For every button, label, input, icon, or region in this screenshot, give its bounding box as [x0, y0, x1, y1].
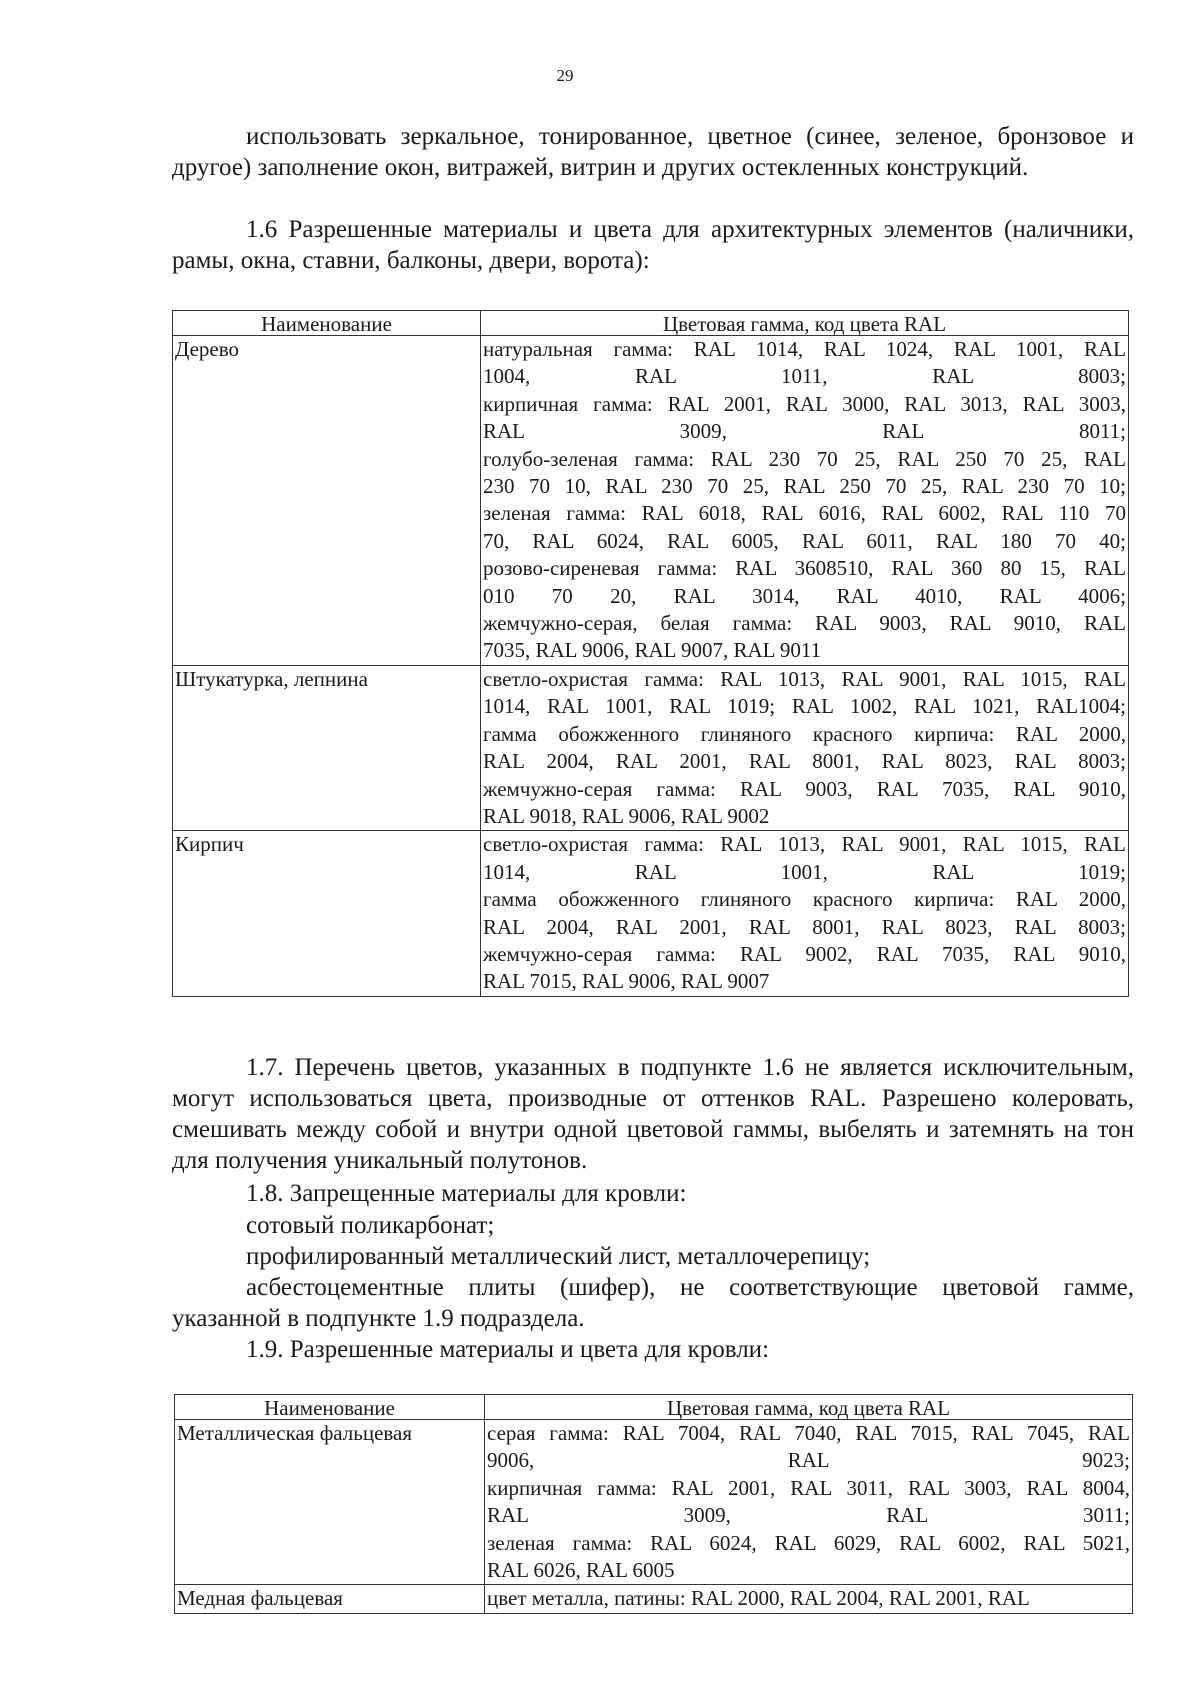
color-range-line: RAL 3009, RAL 8011;: [483, 419, 1126, 444]
color-range-line: RAL 2004, RAL 2001, RAL 8001, RAL 8023, RAL 8003;: [483, 914, 1126, 939]
color-range-line: гамма обожженного глиняного красного кирпича: RAL 2000,: [483, 887, 1126, 912]
color-range-line: кирпичная гамма: RAL 2001, RAL 3011, RAL 3003, RAL 8004,: [487, 1475, 1130, 1500]
color-range-line: 1014, RAL 1001, RAL 1019; RAL 1002, RAL 1021, RAL1004;: [483, 694, 1126, 719]
color-range-line: жемчужно-серая гамма: RAL 9003, RAL 7035, RAL 9010,: [483, 776, 1126, 801]
section-1-6-heading: 1.6 Разрешенные материалы и цвета для архитектурных элементов (наличники, рамы, окна, ставни, балконы, двери, ворота):: [172, 216, 1134, 274]
color-range-line: кирпичная гамма: RAL 2001, RAL 3000, RAL 3013, RAL 3003,: [483, 391, 1126, 416]
color-range-line: 1004, RAL 1011, RAL 8003;: [483, 364, 1126, 389]
color-range-line: жемчужно-серая, белая гамма: RAL 9003, RAL 9010, RAL: [483, 611, 1126, 636]
table-row: [175, 1585, 1133, 1613]
color-range-line: зеленая гамма: RAL 6024, RAL 6029, RAL 6002, RAL 5021,: [487, 1530, 1130, 1555]
color-range-line: светло-охристая гамма: RAL 1013, RAL 9001, RAL 1015, RAL: [483, 832, 1126, 857]
roof-forbidden-item-2: профилированный металлический лист, металлочерепицу;: [246, 1243, 871, 1270]
color-range-line: RAL 7015, RAL 9006, RAL 9007: [483, 969, 770, 994]
facade-elements-color-table: [172, 310, 1129, 997]
table-header-row: [175, 1395, 1133, 1420]
material-name-cell: Металлическая фальцевая: [175, 1420, 485, 1585]
material-name-cell: Дерево: [173, 336, 481, 666]
material-name-cell: Кирпич: [173, 831, 481, 996]
color-range-line: RAL 3009, RAL 3011;: [487, 1503, 1130, 1528]
color-range-cell: [481, 831, 1129, 996]
material-name-cell: Медная фальцевая: [175, 1585, 485, 1613]
color-range-line: 1014, RAL 1001, RAL 1019;: [483, 859, 1126, 884]
column-header-name: Наименование: [175, 1395, 485, 1420]
section-1-7-paragraph: 1.7. Перечень цветов, указанных в подпункте 1.6 не является исключительным, могут использоваться цвета, производные от оттенков RAL. Разрешено колеровать, смешивать между собой и внутри одной цветовой гаммы, выбелять и затемнять на тон для получения уникальный полутонов.: [172, 1054, 1134, 1174]
color-range-line: серая гамма: RAL 7004, RAL 7040, RAL 7015, RAL 7045, RAL: [487, 1421, 1130, 1445]
roof-forbidden-item-1: сотовый поликарбонат;: [246, 1212, 495, 1239]
color-range-line: жемчужно-серая гамма: RAL 9002, RAL 7035, RAL 9010,: [483, 941, 1126, 966]
color-range-line: натуральная гамма: RAL 1014, RAL 1024, RAL 1001, RAL: [483, 337, 1126, 361]
column-header-color: Цветовая гамма, код цвета RAL: [485, 1395, 1133, 1420]
column-header-color: Цветовая гамма, код цвета RAL: [481, 311, 1129, 336]
section-1-9-heading: 1.9. Разрешенные материалы и цвета для кровли:: [246, 1336, 770, 1363]
color-range-line: светло-охристая гамма: RAL 1013, RAL 9001, RAL 1015, RAL: [483, 666, 1126, 691]
color-range-line: 70, RAL 6024, RAL 6005, RAL 6011, RAL 180 70 40;: [483, 528, 1126, 553]
color-range-line: RAL 9018, RAL 9006, RAL 9002: [483, 803, 770, 828]
color-range-line: цвет металла, патины: RAL 2000, RAL 2004, RAL 2001, RAL: [487, 1586, 1030, 1611]
color-range-line: 7035, RAL 9006, RAL 9007, RAL 9011: [483, 638, 822, 663]
color-range-line: гамма обожженного глиняного красного кирпича: RAL 2000,: [483, 721, 1126, 746]
color-range-cell: [485, 1585, 1133, 1613]
color-range-cell: [485, 1420, 1133, 1585]
color-range-line: RAL 2004, RAL 2001, RAL 8001, RAL 8023, RAL 8003;: [483, 749, 1126, 774]
intro-paragraph: использовать зеркальное, тонированное, цветное (синее, зеленое, бронзовое и другое) заполнение окон, витражей, витрин и других остекленных конструкций.: [172, 123, 1134, 181]
column-header-name: Наименование: [173, 311, 481, 336]
color-range-line: розово-сиреневая гамма: RAL 3608510, RAL 360 80 15, RAL: [483, 556, 1126, 581]
page-number: 29: [556, 66, 574, 85]
material-name-cell: Штукатурка, лепнина: [173, 665, 481, 830]
section-1-8-heading: 1.8. Запрещенные материалы для кровли:: [246, 1180, 687, 1207]
color-range-line: RAL 6026, RAL 6005: [487, 1558, 675, 1583]
table-row: [175, 1420, 1133, 1585]
color-range-cell: [481, 336, 1129, 666]
color-range-cell: [481, 665, 1129, 830]
color-range-line: 230 70 10, RAL 230 70 25, RAL 250 70 25, RAL 230 70 10;: [483, 474, 1126, 499]
roof-materials-color-table: [174, 1394, 1133, 1614]
color-range-line: голубо-зеленая гамма: RAL 230 70 25, RAL 250 70 25, RAL: [483, 446, 1126, 471]
color-range-line: 010 70 20, RAL 3014, RAL 4010, RAL 4006;: [483, 583, 1126, 608]
table-header-row: [173, 311, 1129, 336]
color-range-line: 9006, RAL 9023;: [487, 1448, 1130, 1473]
color-range-line: зеленая гамма: RAL 6018, RAL 6016, RAL 6002, RAL 110 70: [483, 501, 1126, 526]
roof-forbidden-item-3: асбестоцементные плиты (шифер), не соответствующие цветовой гамме, указанной в подпункте 1.9 подраздела.: [172, 1274, 1134, 1332]
table-row: [173, 665, 1129, 830]
table-row: [173, 831, 1129, 996]
table-row: [173, 336, 1129, 666]
